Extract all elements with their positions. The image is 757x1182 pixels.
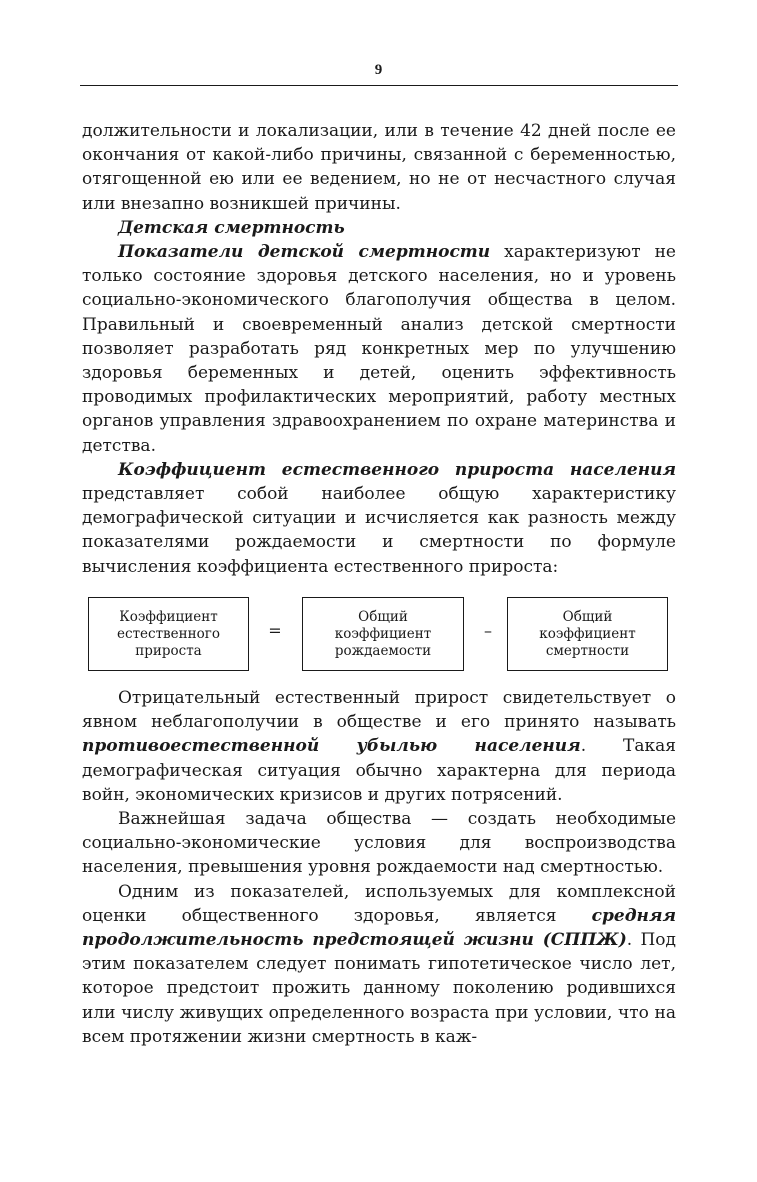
paragraph-negative-text-before: Отрицательный естественный прирост свидетельствует о явном неблагополучии в обществе и его принято называть	[82, 688, 676, 733]
formula-box2-line: рождаемости	[334, 642, 432, 659]
text-block-top	[82, 119, 676, 579]
formula-diagram	[82, 597, 676, 675]
formula-minus-sign: –	[484, 621, 492, 640]
formula-box1-line: Коэффициент	[119, 608, 218, 625]
paragraph-negative-increase	[82, 686, 676, 807]
paragraph-negative-text-after: . Такая демографическая ситуация обычно характерна для периода войн, экономических кризисов и других потрясений.	[82, 736, 676, 805]
formula-box1-line: естественного	[117, 625, 220, 642]
formula-box1-line: прироста	[135, 642, 202, 659]
paragraph-infant-text: характеризуют не только состояние здоровья детского населения, но и уровень социально-экономического благополучия общества в целом. Правильный и своевременный анализ детской смертности позволяет разработать ряд конкретных мер по улучшению здоровья беременных и детей, оценить эффективность проводимых профилактических мероприятий, работу местных органов управления здравоохранением по охране материнства и детства.	[82, 242, 676, 456]
paragraph-life-text-after: . Под этим показателем следует понимать гипотетическое число лет, которое предстоит прожить данному поколению родившихся или числу живущих определенного возраста при условии, что на всем протяжении жизни смертность в каж-	[82, 930, 676, 1047]
formula-box2-line: коэффициент	[334, 625, 432, 642]
paragraph-society-task: Важнейшая задача общества — создать необходимые социально-экономические условия для воспроизводства населения, превышения уровня рождаемости над смертностью.	[82, 809, 676, 878]
header-rule	[80, 85, 678, 86]
text-block-bottom	[82, 686, 676, 1049]
term-natural-increase: Коэффициент естественного прироста населения	[118, 459, 676, 480]
paragraph-life-expectancy	[82, 880, 676, 1049]
formula-box2-line: Общий	[358, 608, 408, 625]
formula-box3-line: смертности	[545, 642, 630, 659]
paragraph-continuation: должительности и локализации, или в течение 42 дней после ее окончания от какой-либо причины, связанной с беременностью, отягощенной ею или ее ведением, но не от несчастного случая или внезапно возникшей причины.	[82, 121, 676, 214]
paragraph-infant-mortality	[82, 240, 676, 458]
paragraph-natural-increase-text: представляет собой наиболее общую характеристику демографической ситуации и исчисляется как разность между показателями рождаемости и смертности по формуле вычисления коэффициента естественного прироста:	[82, 484, 676, 577]
term-life-expectancy: средняя продолжительность предстоящей жизни (СППЖ)	[82, 905, 676, 951]
formula-box-birth-rate	[302, 597, 464, 671]
paragraph-natural-increase	[82, 458, 676, 579]
formula-box-natural-increase	[88, 597, 249, 671]
term-unnatural-decline: противоестественной убылью населения	[82, 736, 581, 757]
formula-equals-sign: =	[268, 621, 282, 640]
section-heading: Детская смертность	[118, 217, 345, 238]
formula-box3-line: Общий	[562, 608, 613, 625]
page-number: 9	[374, 62, 383, 78]
formula-box3-line: коэффициент	[539, 625, 636, 642]
formula-box-death-rate	[507, 597, 668, 671]
term-infant-mortality: Показатели детской смертности	[118, 242, 491, 263]
paragraph-life-text-before: Одним из показателей, используемых для комплексной оценки общественного здоровья, является	[82, 881, 676, 926]
